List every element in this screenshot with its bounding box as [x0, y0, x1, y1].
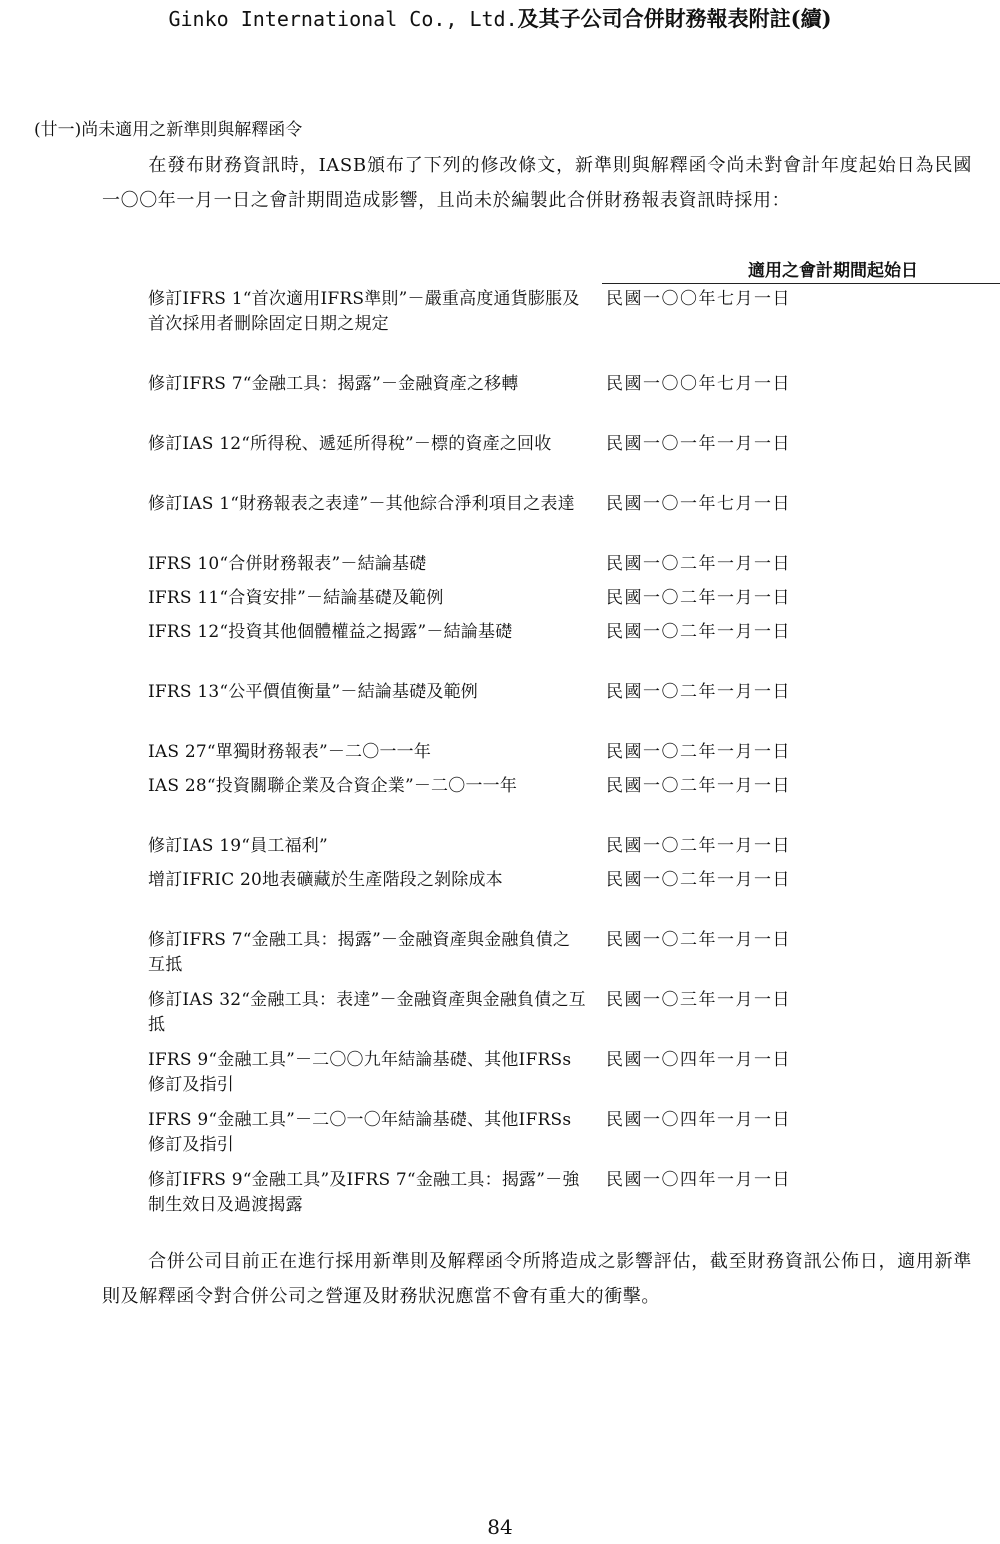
standard-name: 修訂IAS 19“員工福利” — [148, 836, 328, 856]
effective-date: 民國一〇二年一月一日 — [606, 836, 791, 856]
section-heading: (廿一)尚未適用之新準則與解釋函令 — [34, 120, 303, 140]
standard-name: 修訂IAS 1“財務報表之表達”－其他綜合淨利項目之表達 — [148, 494, 575, 514]
standard-name: 增訂IFRIC 20地表礦藏於生產階段之剝除成本 — [148, 870, 503, 890]
effective-date: 民國一〇一年七月一日 — [606, 494, 791, 514]
standard-name: 修訂IFRS 7“金融工具：揭露”－金融資產之移轉 — [148, 374, 519, 394]
effective-date: 民國一〇一年一月一日 — [606, 434, 791, 454]
standard-name: IAS 28“投資關聯企業及合資企業”－二〇一一年 — [148, 776, 518, 796]
effective-date: 民國一〇二年一月一日 — [606, 742, 791, 762]
effective-date: 民國一〇二年一月一日 — [606, 870, 791, 890]
standard-name: IFRS 9“金融工具”－二〇一〇年結論基礎、其他IFRSs修訂及指引 — [148, 1110, 572, 1155]
header-company-name: Ginko International Co., Ltd. — [168, 7, 518, 31]
effective-date-column-header: 適用之會計期間起始日 — [602, 258, 1000, 284]
header-title: 及其子公司合併財務報表附註(續) — [517, 6, 832, 31]
standard-name: IFRS 13“公平價值衡量”－結論基礎及範例 — [148, 682, 478, 702]
page-number: 84 — [487, 1515, 513, 1539]
closing-text: 合併公司目前正在進行採用新準則及解釋函令所將造成之影響評估，截至財務資訊公佈日，適用新準則及解釋函令對合併公司之營運及財務狀況應當不會有重大的衝擊。 — [102, 1251, 972, 1307]
effective-date: 民國一〇二年一月一日 — [606, 776, 791, 796]
page-header — [0, 4, 1000, 34]
standard-name: IAS 27“單獨財務報表”－二〇一一年 — [148, 742, 432, 762]
effective-date: 民國一〇二年一月一日 — [606, 588, 791, 608]
closing-paragraph — [102, 1244, 972, 1314]
effective-date: 民國一〇二年一月一日 — [606, 682, 791, 702]
effective-date: 民國一〇四年一月一日 — [606, 1050, 791, 1070]
effective-date: 民國一〇二年一月一日 — [606, 622, 791, 642]
effective-date: 民國一〇〇年七月一日 — [606, 289, 791, 309]
effective-date: 民國一〇二年一月一日 — [606, 930, 791, 950]
standard-name: 修訂IAS 32“金融工具：表達”－金融資產與金融負債之互抵 — [148, 990, 586, 1035]
effective-date: 民國一〇三年一月一日 — [606, 990, 791, 1010]
intro-paragraph — [102, 148, 972, 218]
standard-name: 修訂IFRS 1“首次適用IFRS準則”－嚴重高度通貨膨脹及首次採用者刪除固定日期之規定 — [148, 289, 580, 334]
standard-name: IFRS 9“金融工具”－二〇〇九年結論基礎、其他IFRSs修訂及指引 — [148, 1050, 572, 1095]
effective-date: 民國一〇四年一月一日 — [606, 1110, 791, 1130]
standard-name: 修訂IFRS 7“金融工具：揭露”－金融資產與金融負債之互抵 — [148, 930, 571, 975]
standard-name: 修訂IFRS 9“金融工具”及IFRS 7“金融工具：揭露”－強制生效日及過渡揭露 — [148, 1170, 580, 1215]
standard-name: 修訂IAS 12“所得稅、遞延所得稅”－標的資產之回收 — [148, 434, 552, 454]
standard-name: IFRS 12“投資其他個體權益之揭露”－結論基礎 — [148, 622, 513, 642]
standard-name: IFRS 10“合併財務報表”－結論基礎 — [148, 554, 427, 574]
effective-date: 民國一〇四年一月一日 — [606, 1170, 791, 1190]
intro-text: 在發布財務資訊時，IASB頒布了下列的修改條文，新準則與解釋函令尚未對會計年度起始日為民國一〇〇年一月一日之會計期間造成影響，且尚未於編製此合併財務報表資訊時採用： — [102, 155, 972, 211]
effective-date: 民國一〇〇年七月一日 — [606, 374, 791, 394]
effective-date: 民國一〇二年一月一日 — [606, 554, 791, 574]
standard-name: IFRS 11“合資安排”－結論基礎及範例 — [148, 588, 444, 608]
